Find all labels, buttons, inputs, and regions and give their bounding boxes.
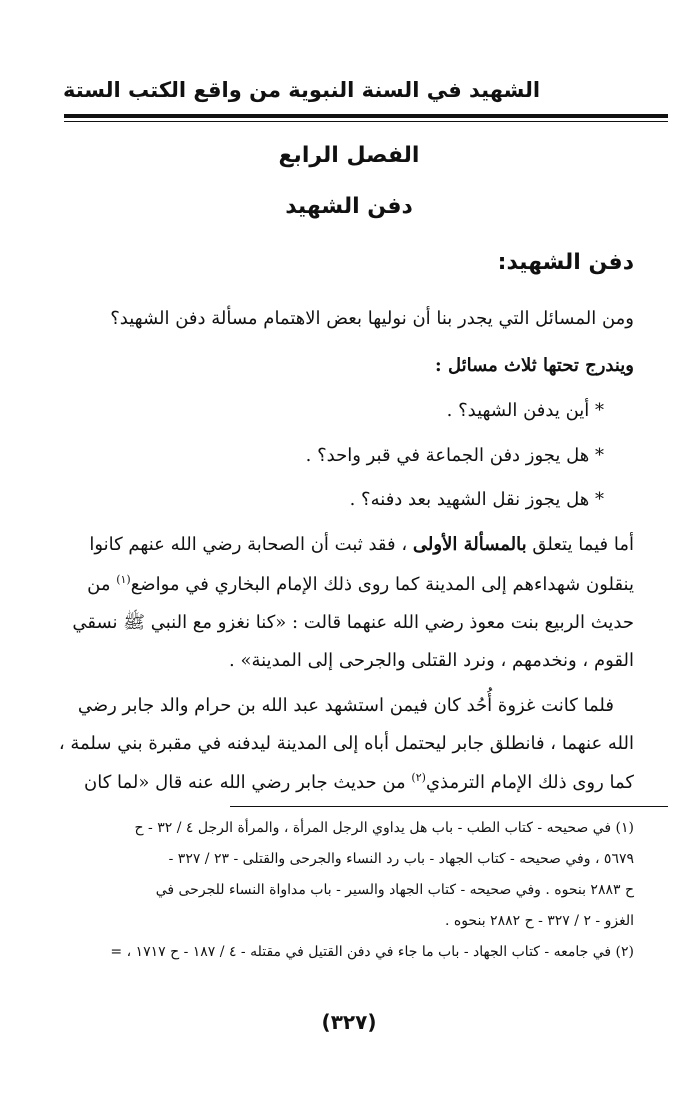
paragraph1-line3: حديث الربيع بنت معوذ رضي الله عنهما قالت : «كنا نغزو مع النبي ﷺ نسقي (72, 612, 634, 633)
paragraph1-line1-start: أما فيما يتعلق (526, 534, 634, 555)
section-heading: دفن الشهيد: (497, 250, 634, 275)
footnote-1-line2: ٥٦٧٩ ، وفي صحيحه - كتاب الجهاد - باب رد النساء والجرحى والقتلى - ٢٣ / ٣٢٧ - (168, 851, 634, 867)
footnote-2-line1: (٢) في جامعه - كتاب الجهاد - باب ما جاء في دفن القتيل في مقتله - ٤ / ١٨٧ - ح ١٧١٧ ، = (110, 944, 634, 960)
paragraph2-line3-start: كما روى ذلك الإمام الترمذي (425, 772, 634, 793)
question-item-1: * أين يدفن الشهيد؟ . (446, 400, 604, 421)
chapter-subtitle: دفن الشهيد (285, 194, 413, 219)
paragraph1-line2-end: من (87, 574, 117, 595)
footnote-1-line1: (١) في صحيحه - كتاب الطب - باب هل يداوي الرجل المرأة ، والمرأة الرجل ٤ / ٣٢ - ح (134, 820, 634, 836)
paragraph1-emphasis: بالمسألة الأولى (412, 534, 527, 555)
question-item-3: * هل يجوز نقل الشهيد بعد دفنه؟ . (349, 489, 604, 510)
footnote-1-line3: ح ٢٨٨٣ بنحوه . وفي صحيحه - كتاب الجهاد والسير - باب مداواة النساء للجرحى في (155, 882, 634, 898)
chapter-title: الفصل الرابع (278, 143, 420, 168)
paragraph1-line1 (89, 534, 634, 555)
footnote-separator (230, 806, 668, 807)
intro-line: ومن المسائل التي يجدر بنا أن نوليها بعض الاهتمام مسألة دفن الشهيد؟ (110, 308, 634, 329)
paragraph1-line4: القوم ، ونخدمهم ، ونرد القتلى والجرحى إلى المدينة» . (229, 650, 634, 671)
paragraph1-line2 (87, 573, 634, 595)
paragraph1-line2-start: ينقلون شهداءهم إلى المدينة كما روى ذلك الإمام البخاري في مواضع (130, 574, 634, 595)
running-header-title: الشهيد في السنة النبوية من واقع الكتب الستة (62, 78, 541, 102)
paragraph1-line1-end: ، فقد ثبت أن الصحابة رضي الله عنهم كانوا (89, 534, 413, 555)
question-item-2: * هل يجوز دفن الجماعة في قبر واحد؟ . (305, 445, 604, 466)
header-rule-thick (64, 114, 668, 118)
paragraph2-line3 (84, 771, 634, 793)
footnote-1-line4: الغزو - ٢ / ٣٢٧ - ح ٢٨٨٢ بنحوه . (444, 913, 634, 929)
list-intro-line: ويندرج تحتها ثلاث مسائل : (435, 355, 634, 376)
header-rule-thin (64, 121, 668, 122)
paragraph2-line1: فلما كانت غزوة أُحُد كان فيمن استشهد عبد الله بن حرام والد جابر رضي (77, 695, 614, 716)
page-number: (٣٢٧) (321, 1010, 377, 1034)
footnote-ref-2: (٢) (411, 771, 426, 784)
footnote-ref-1: (١) (116, 573, 131, 586)
paragraph2-line2: الله عنهما ، فانطلق جابر ليحتمل أباه إلى المدينة ليدفنه في مقبرة بني سلمة ، (58, 733, 634, 754)
paragraph2-line3-end: من حديث جابر رضي الله عنه قال «لما كان (84, 772, 412, 793)
